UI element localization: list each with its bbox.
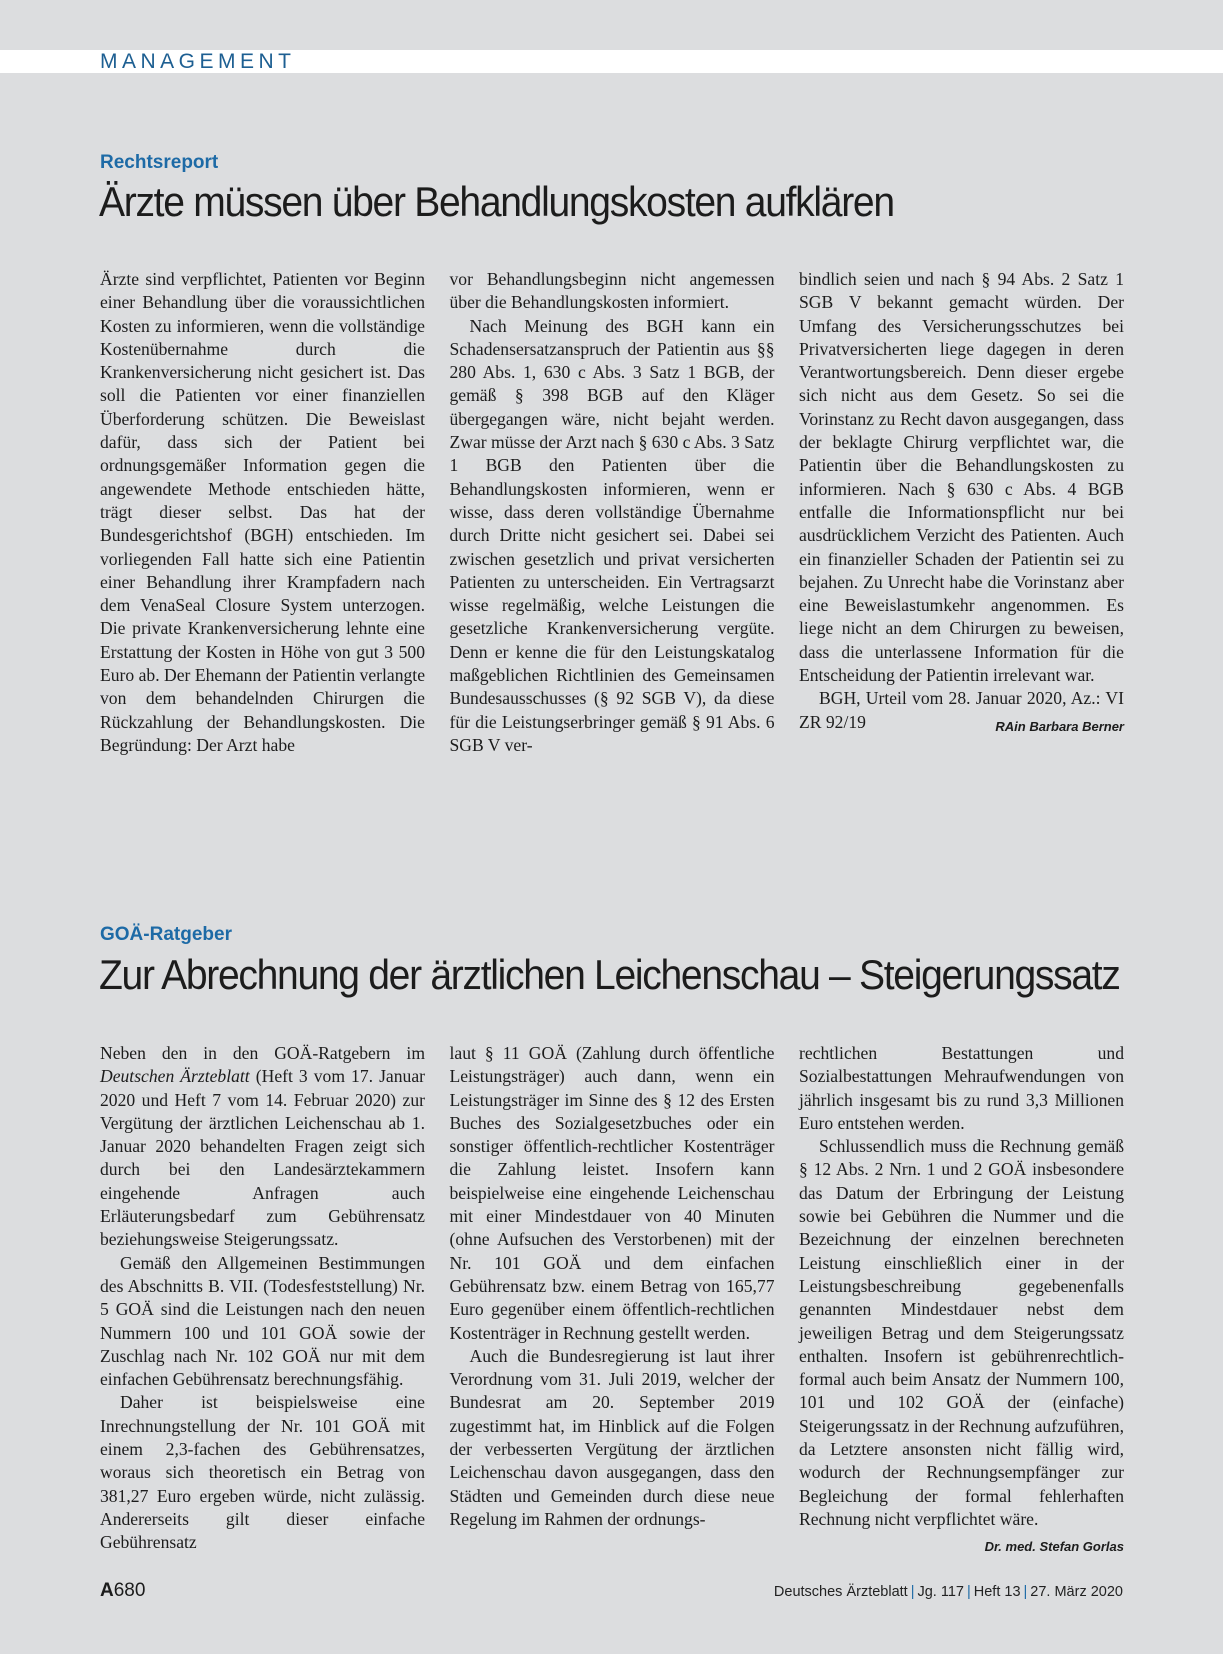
paragraph: Gemäß den Allgemeinen Bestimmungen des Abschnitts B. VII. (Todesfeststellung) Nr. 5 GOÄ sind die Leistungen nach den neuen Nummern 100 und 101 GOÄ sowie der Zuschlag nach Nr. 102 GOÄ nur mit dem einfachen Gebührensatz berechnungsfähig. bbox=[100, 1252, 425, 1390]
paragraph: laut § 11 GOÄ (Zahlung durch öffentliche Leistungsträger) auch dann, wenn ein Leistungsträger im Sinne des § 12 des Ersten Buches des Sozialgesetzbuches oder ein sonstiger öffentlich-rechtlicher Kostenträger die Zahlung leistet. Insofern kann beispielweise eine eingehende Leichenschau mit einer Mindestdauer von 40 Minuten (ohne Aufsuchen des Verstorbenen) mit der Nr. 101 GOÄ und dem einfachen Gebührensatz bzw. einem Betrag von 165,77 Euro gegenüber einem öffentlich-rechtlichen Kostenträger in Rechnung gestellt werden. bbox=[449, 1043, 775, 1343]
article2-title: Zur Abrechnung der ärztlichen Leichenschau – Steigerungssatz bbox=[99, 951, 1120, 998]
paragraph bbox=[799, 1135, 1124, 1555]
paragraph: Auch die Bundesregierung ist laut ihrer Verordnung vom 31. Juli 2019, welcher der Bundesrat am 20. September 2019 zugestimmt hat, im Hinblick auf die Folgen der verbesserten Vergütung der ärztlichen Leichenschau davon ausgegangen, dass den Städten und Gemeinden durch diese neue Regelung im Rahmen der ordnungs- bbox=[449, 1345, 775, 1529]
text-run: (Heft 3 vom 17. Januar 2020 und Heft 7 vom 14. Februar 2020) zur Vergütung der ärztlichen Leichenschau ab 1. Januar 2020 behandelten Fragen zeigt sich durch bei den Landesärztekammern eingehende Anfragen auch Erläuterungsbedarf zum Gebührensatz beziehungsweise Steigerungssatz. bbox=[100, 1066, 426, 1250]
separator: | bbox=[1023, 1584, 1028, 1600]
article1-column-2 bbox=[450, 268, 775, 757]
page-prefix: A bbox=[100, 1580, 114, 1601]
text-run: Neben den in den GOÄ-Ratgebern im bbox=[100, 1043, 425, 1063]
paragraph: bindlich seien und nach § 94 Abs. 2 Satz 1 SGB V bekannt gemacht würden. Der Umfang des Versicherungsschutzes bei Privatversicherten liege dagegen in deren Verantwortungsbereich. Denn dieser ergebe sich nicht aus dem Gesetz. So sei die Vorinstanz zu Recht davon ausgegangen, dass der beklagte Chirurg verpflichtet war, die Patientin über die Behandlungskosten zu informieren. Nach § 630 c Abs. 4 BGB entfalle die Informationspflicht nur bei ausdrücklichem Verzicht des Patienten. Auch ein finanzieller Schaden der Patientin sei zu bejahen. Zu Unrecht habe die Vorinstanz aber eine Beweislastumkehr angenommen. Es liege nicht an dem Chirurgen zu beweisen, dass die unterlassene Information für die Entscheidung der Patientin irrelevant war. bbox=[799, 269, 1124, 686]
separator: | bbox=[966, 1584, 971, 1600]
citation: BGH, Urteil vom 28. Januar 2020, Az.: VI ZR 92/19 bbox=[799, 688, 1124, 732]
text-run: Schlussendlich muss die Rechnung gemäß § 12 Abs. 2 Nrn. 1 und 2 GOÄ insbesondere das Datum der Erbringung der Leistung sowie bei Gebühren die Nummer und die Bezeichnung der einzelnen berechneten Leistung einschließlich einer in der Leistungsbeschreibung gegebenenfalls genannten Mindestdauer nebst dem jeweiligen Betrag und dem Steigerungssatz enthalten. Insofern ist gebührenrechtlich-formal auch beim Ansatz der Nummern 100, 101 und 102 GOÄ der (einfache) Steigerungssatz in der Rechnung aufzuführen, da Letztere ansonsten nicht fällig wird, wodurch der Rechnungsempfänger zur Begleichung der formal fehlerhaften Rechnung nicht verpflichtet wäre. bbox=[799, 1136, 1124, 1529]
author-byline: Dr. med. Stefan Gorlas bbox=[984, 1539, 1124, 1555]
journal-volume: Jg. 117 bbox=[917, 1584, 964, 1600]
author-byline: RAin Barbara Berner bbox=[995, 718, 1124, 734]
article2-column-3 bbox=[799, 1042, 1124, 1559]
article2-column-1 bbox=[100, 1042, 425, 1559]
article1-column-1 bbox=[100, 268, 425, 757]
paragraph bbox=[100, 1042, 425, 1252]
publication-name: Deutschen Ärzteblatt bbox=[100, 1066, 250, 1087]
paragraph: Nach Meinung des BGH kann ein Schadensersatzanspruch der Patientin aus §§ 280 Abs. 1, 630 c Abs. 3 Satz 1 BGB, der gemäß § 398 BGB auf den Kläger übergegangen wäre, nicht bejaht werden. Zwar müsse der Arzt nach § 630 c Abs. 3 Satz 1 BGB den Patienten über die Behandlungskosten informieren, wenn er wisse, dass deren vollständige Übernahme durch Dritte nicht gesichert sei. Dabei sei zwischen gesetzlich und privat versicherten Patienten zu unterscheiden. Ein Vertragsarzt wisse regelmäßig, welche Leistungen die gesetzliche Krankenversicherung vergüte. Denn er kenne die für den Leistungskatalog maßgeblichen Richtlinien des Gemeinsamen Bundesausschusses (§ 92 SGB V), da diese für die Leistungserbringer gemäß § 91 Abs. 6 SGB V ver- bbox=[449, 315, 775, 755]
separator: | bbox=[910, 1584, 915, 1600]
paragraph: Daher ist beispielsweise eine Inrechnungstellung der Nr. 101 GOÄ mit einem 2,3-fachen des Gebührensatzes, woraus sich theoretisch ein Betrag von 381,27 Euro ergeben würde, nicht zulässig. Andererseits gilt dieser einfache Gebührensatz bbox=[100, 1392, 425, 1553]
article2-kicker: GOÄ-Ratgeber bbox=[100, 924, 232, 945]
journal-date: 27. März 2020 bbox=[1030, 1584, 1123, 1600]
article2-column-2 bbox=[450, 1042, 775, 1559]
article1-kicker: Rechtsreport bbox=[100, 152, 219, 173]
section-label: MANAGEMENT bbox=[100, 50, 296, 73]
article2-body bbox=[100, 1042, 1124, 1559]
article1-body bbox=[100, 268, 1124, 757]
journal-issue: Heft 13 bbox=[973, 1584, 1021, 1600]
paragraph: rechtlichen Bestattungen und Sozialbestattungen Mehraufwendungen von jährlich insgesamt bis zu rund 3,3 Millionen Euro entstehen werden. bbox=[799, 1043, 1124, 1133]
article1-title: Ärzte müssen über Behandlungskosten aufklären bbox=[99, 178, 894, 225]
article1-column-3 bbox=[799, 268, 1124, 757]
paragraph: Ärzte sind verpflichtet, Patienten vor Beginn einer Behandlung über die voraussichtlichen Kosten zu informieren, wenn die vollständige Kostenübernahme durch die Krankenversicherung nicht gesichert ist. Das soll die Patienten vor einer finanziellen Überforderung schützen. Die Beweislast dafür, dass sich der Patient bei ordnungsgemäßer Information gegen die angewendete Methode entschieden hätte, trägt dieser selbst. Das hat der Bundesgerichtshof (BGH) entschieden. Im vorliegenden Fall hatte sich eine Patientin einer Behandlung ihrer Krampfadern nach dem VenaSeal Closure System unterzogen. Die private Krankenversicherung lehnte eine Erstattung der Kosten in Höhe von gut 3 500 Euro ab. Der Ehemann der Patientin verlangte von dem behandelnden Chirurgen die Rückzahlung der Behandlungskosten. Die Begründung: Der Arzt habe bbox=[100, 269, 425, 755]
journal-info bbox=[774, 1584, 1123, 1600]
paragraph bbox=[799, 687, 1124, 734]
journal-name: Deutsches Ärzteblatt bbox=[773, 1584, 908, 1600]
paragraph: vor Behandlungsbeginn nicht angemessen über die Behandlungskosten informiert. bbox=[449, 269, 775, 313]
page-number-value: 680 bbox=[113, 1580, 146, 1601]
page-number bbox=[100, 1580, 145, 1602]
